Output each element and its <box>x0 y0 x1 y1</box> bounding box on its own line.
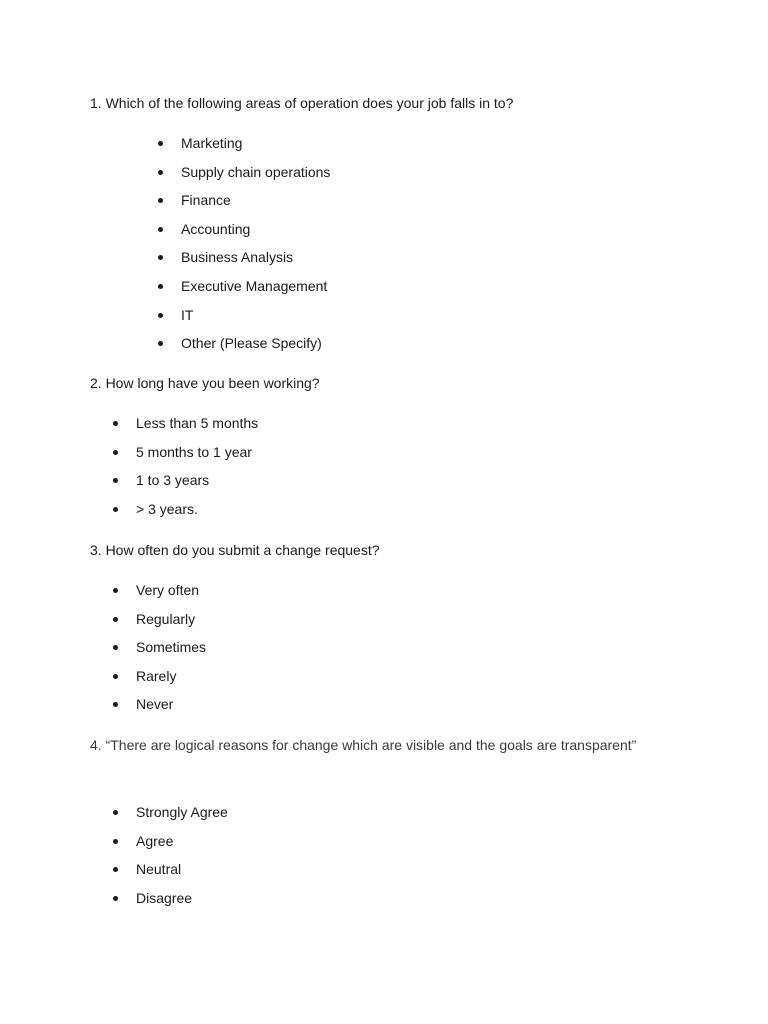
list-item <box>136 438 258 467</box>
question-4: 4. “There are logical reasons for change which are visible and the goals are transparent” <box>90 737 637 753</box>
option-label: Less than 5 months <box>136 415 259 431</box>
option-label: IT <box>181 306 194 323</box>
option-label: Strongly Agree <box>136 804 228 820</box>
list-item <box>136 633 206 662</box>
list-item <box>136 884 228 913</box>
option-label: Never <box>136 696 174 713</box>
bullet-icon <box>158 284 163 289</box>
option-label: > 3 years. <box>136 500 198 517</box>
option-label: Neutral <box>136 861 182 878</box>
bullet-icon <box>113 674 118 679</box>
option-label: Supply chain operations <box>181 163 331 180</box>
list-item <box>136 855 228 884</box>
option-label: Business Analysis <box>181 249 294 266</box>
list-item <box>136 495 258 524</box>
question-2: 2. How long have you been working? <box>90 375 320 391</box>
bullet-icon <box>113 450 118 455</box>
bullet-icon <box>113 588 118 593</box>
list-item <box>136 662 206 691</box>
bullet-icon <box>158 141 163 146</box>
option-label: Other (Please Specify) <box>181 335 322 352</box>
list-item <box>181 186 330 215</box>
option-label: Executive Management <box>181 277 328 294</box>
option-label: Sometimes <box>136 639 207 656</box>
bullet-icon <box>158 227 163 232</box>
bullet-icon <box>113 896 118 901</box>
option-label: Agree <box>136 832 174 849</box>
bullet-icon <box>113 421 118 426</box>
option-label: Marketing <box>181 135 243 151</box>
list-item <box>181 272 330 301</box>
bullet-icon <box>113 478 118 483</box>
list-item <box>136 466 258 495</box>
bullet-icon <box>158 341 163 346</box>
option-label: Regularly <box>136 610 196 627</box>
option-label: 5 months to 1 year <box>136 443 252 460</box>
bullet-icon <box>113 617 118 622</box>
bullet-icon <box>158 170 163 175</box>
list-item <box>136 576 206 605</box>
list-item <box>181 243 330 272</box>
question-3-options <box>136 576 206 719</box>
list-item <box>136 798 228 827</box>
bullet-icon <box>113 645 118 650</box>
list-item <box>181 215 330 244</box>
list-item <box>136 605 206 634</box>
option-label: Disagree <box>136 889 193 906</box>
question-1: 1. Which of the following areas of operation does your job falls in to? <box>90 95 514 111</box>
bullet-icon <box>158 255 163 260</box>
bullet-icon <box>113 507 118 512</box>
list-item <box>136 827 228 856</box>
list-item <box>136 409 258 438</box>
question-2-options <box>136 409 258 523</box>
question-3: 3. How often do you submit a change request? <box>90 542 380 558</box>
option-label: Accounting <box>181 220 251 237</box>
question-1-options <box>181 129 330 358</box>
bullet-icon <box>113 702 118 707</box>
list-item <box>181 301 330 330</box>
option-label: 1 to 3 years <box>136 472 210 489</box>
list-item <box>181 158 330 187</box>
bullet-icon <box>158 313 163 318</box>
bullet-icon <box>113 810 118 815</box>
option-label: Rarely <box>136 667 177 684</box>
option-label: Finance <box>181 192 231 209</box>
list-item <box>136 690 206 719</box>
bullet-icon <box>113 839 118 844</box>
bullet-icon <box>113 867 118 872</box>
question-4-options <box>136 798 228 912</box>
list-item <box>181 329 330 358</box>
list-item <box>181 129 330 158</box>
bullet-icon <box>158 198 163 203</box>
option-label: Very often <box>136 582 200 598</box>
